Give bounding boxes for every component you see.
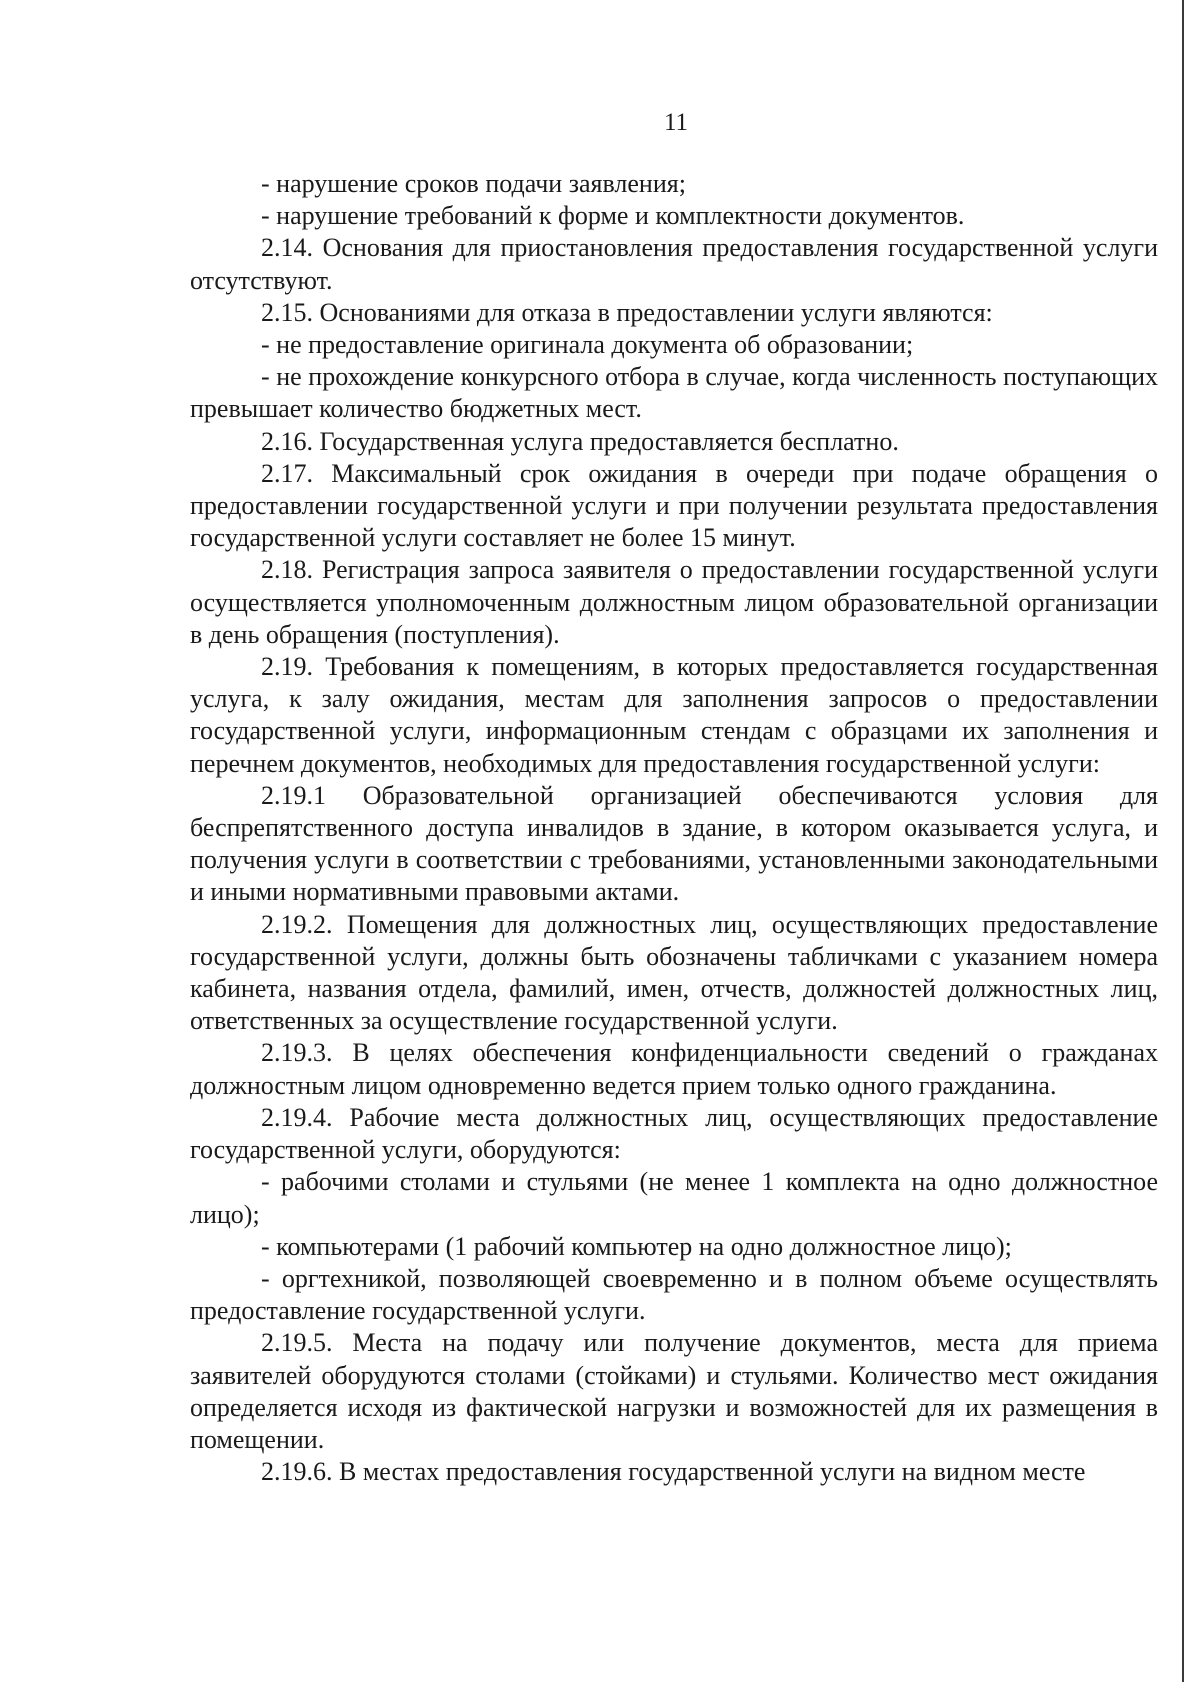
paragraph: - компьютерами (1 рабочий компьютер на одно должностное лицо); (261, 1231, 1012, 1261)
paragraph: 2.19.6. В местах предоставления государственной услуги на видном месте (261, 1457, 1086, 1487)
paragraph: - не прохождение конкурсного отбора в случае, когда численность поступающих превышает количество бюджетных мест. (190, 362, 1158, 424)
paragraph: 2.19.2. Помещения для должностных лиц, осуществляющих предоставление государственной услуги, должны быть обозначены табличками с указанием номера кабинета, названия отдела, фамилий, имен, отчеств, должностей должностных лиц, ответственных за осуществление государственной услуги. (190, 909, 1158, 1036)
paragraph: 2.14. Основания для приостановления предоставления государственной услуги отсутствуют. (190, 233, 1158, 295)
paragraph: 2.19.3. В целях обеспечения конфиденциальности сведений о гражданах должностным лицом одновременно ведется прием только одного гражданина. (190, 1038, 1158, 1100)
paragraph: 2.18. Регистрация запроса заявителя о предоставлении государственной услуги осуществляется уполномоченным должностным лицом образовательной организации в день обращения (поступления). (190, 555, 1158, 649)
page-edge-line (1182, 0, 1184, 1682)
paragraph: - не предоставление оригинала документа об образовании; (261, 330, 914, 360)
paragraph: 2.16. Государственная услуга предоставляется бесплатно. (261, 426, 899, 456)
paragraph: 2.17. Максимальный срок ожидания в очереди при подаче обращения о предоставлении государственной услуги и при получении результата предоставления государственной услуги составляет не более 15 минут. (190, 458, 1158, 553)
paragraph: 2.19.1 Образовательной организацией обеспечиваются условия для беспрепятственного доступа инвалидов в здание, в котором оказывается услуга, и получения услуги в соответствии с требованиями, установленными законодательными и иными нормативными правовыми актами. (190, 780, 1158, 907)
paragraph: 2.19.4. Рабочие места должностных лиц, осуществляющих предоставление государственной услуги, оборудуются: (190, 1102, 1158, 1165)
paragraph: 2.19.5. Места на подачу или получение документов, места для приема заявителей оборудуются столами (стойками) и стульями. Количество мест ожидания определяется исходя из фактической нагрузки и возможностей для их размещения в помещении. (190, 1328, 1158, 1454)
paragraph: - нарушение сроков подачи заявления; (261, 169, 686, 198)
paragraph: - нарушение требований к форме и комплектности документов. (261, 201, 965, 231)
paragraph: - рабочими столами и стульями (не менее 1 комплекта на одно должностное лицо); (190, 1167, 1158, 1229)
page-number: 11 (663, 109, 689, 136)
document-body (190, 168, 1158, 1488)
paragraph: 2.19. Требования к помещениям, в которых предоставляется государственная услуга, к залу ожидания, местам для заполнения запросов о предоставлении государственной услуги, информационным стендам с образцами их заполнения и перечнем документов, необходимых для предоставления государственной услуги: (190, 652, 1158, 778)
paragraph: - оргтехникой, позволяющей своевременно и в полном объеме осуществлять предоставление государственной услуги. (190, 1263, 1158, 1326)
paragraph: 2.15. Основаниями для отказа в предоставлении услуги являются: (261, 297, 993, 327)
